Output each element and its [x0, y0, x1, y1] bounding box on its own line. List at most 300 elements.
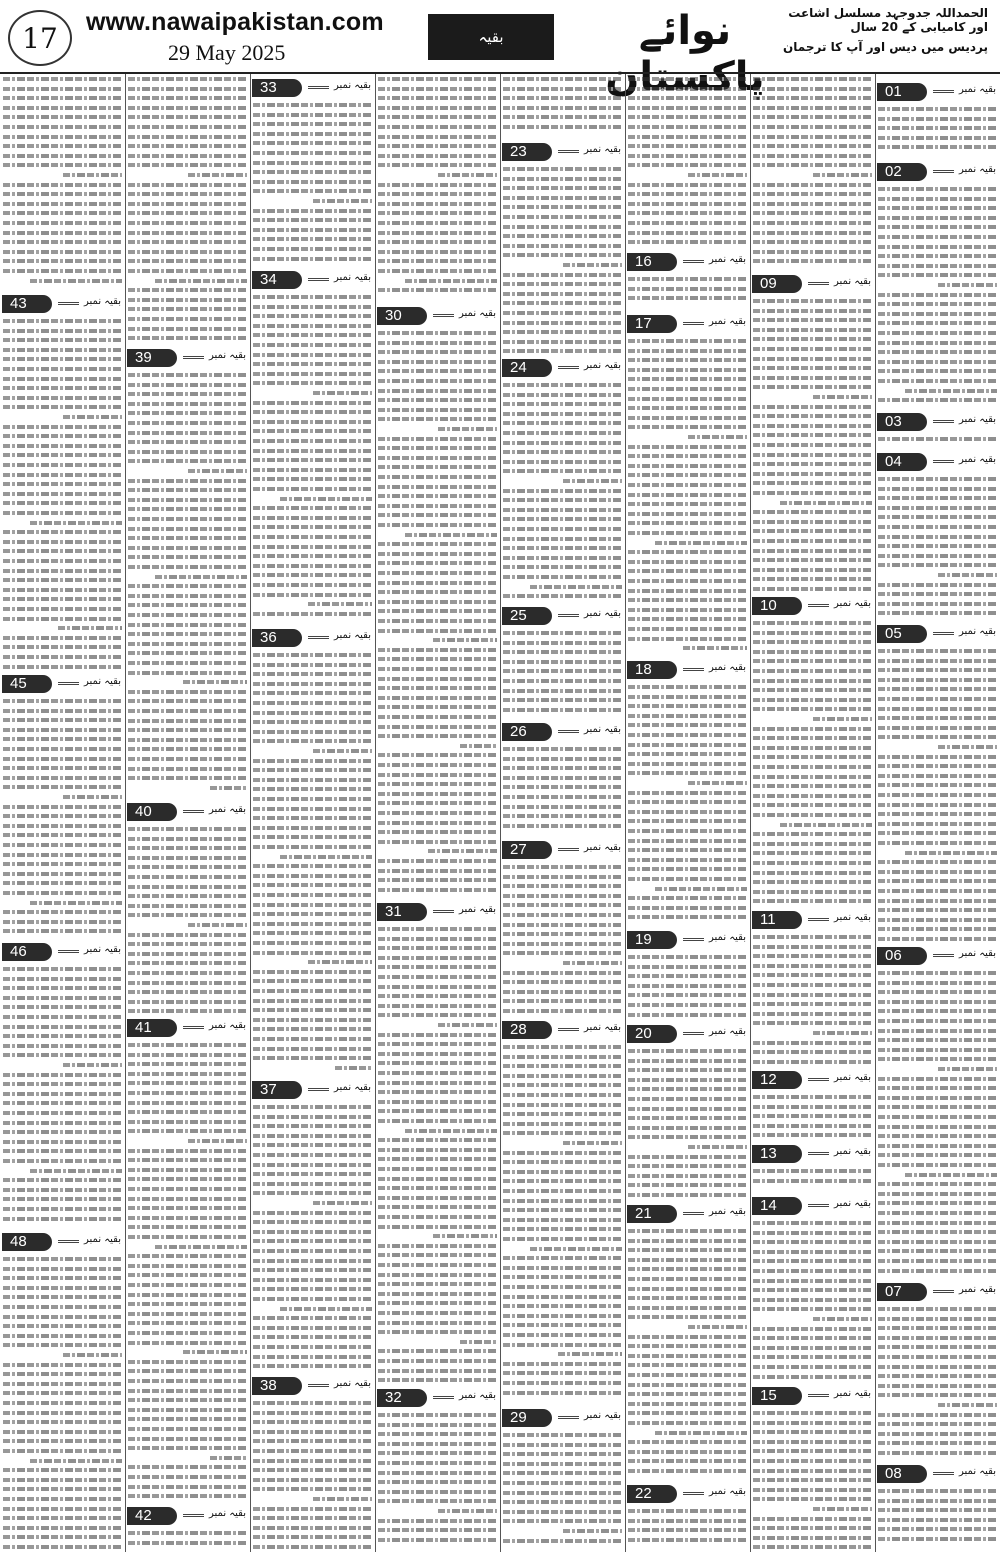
text-line: [503, 1471, 622, 1475]
text-line: [628, 192, 747, 196]
continuation-label: بقیہ نمبر: [709, 932, 746, 943]
text-line: [753, 106, 872, 110]
arrow-line-icon: [683, 1212, 704, 1215]
text-line: [128, 1408, 247, 1412]
text-line: [128, 603, 247, 607]
text-line: [253, 1439, 372, 1443]
text-line: [628, 531, 747, 535]
text-line: [628, 867, 747, 871]
continuation-number: 33: [252, 79, 302, 97]
text-line: [878, 350, 997, 354]
text-line: [128, 288, 247, 292]
text-line: [628, 608, 747, 612]
continuation-number: 13: [752, 1145, 802, 1163]
text-line: [128, 1302, 247, 1306]
text-line: [503, 1074, 622, 1078]
text-line: [753, 240, 872, 244]
text-line: [503, 292, 622, 296]
text-line: [628, 1392, 747, 1396]
text-line: [655, 887, 747, 891]
text-line: [128, 1398, 247, 1402]
article-text-block: [878, 184, 997, 410]
text-line: [3, 1188, 122, 1192]
arrow-line-icon: [433, 1396, 454, 1399]
arrow-line-icon: [308, 1088, 329, 1091]
article-text-block: [628, 682, 747, 928]
text-line: [753, 1279, 872, 1283]
text-line: [253, 883, 372, 887]
text-line: [503, 469, 622, 473]
text-line: [878, 1201, 997, 1205]
text-line: [503, 679, 622, 683]
text-line: [128, 221, 247, 225]
text-line: [128, 192, 247, 196]
text-line: [628, 1183, 747, 1187]
arrow-line-icon: [558, 1028, 579, 1031]
text-line: [503, 349, 622, 353]
text-line: [503, 884, 622, 888]
text-line: [628, 1174, 747, 1178]
text-line: [253, 951, 372, 955]
article-text-block: [503, 1042, 622, 1406]
text-line: [378, 369, 497, 373]
continuation-label: بقیہ نمبر: [209, 1508, 246, 1519]
continuation-marker: [627, 252, 748, 272]
article-text-block: [753, 932, 872, 1068]
article-text-block: [378, 328, 497, 900]
text-line: [878, 245, 997, 249]
text-line: [3, 636, 122, 640]
continuation-marker: [752, 910, 873, 930]
text-line: [3, 211, 122, 215]
text-line: [503, 1452, 622, 1456]
continuation-marker: [377, 902, 498, 922]
continuation-label: بقیہ نمبر: [959, 1284, 996, 1295]
text-line: [753, 318, 872, 322]
text-line: [688, 781, 748, 785]
text-line: [313, 1497, 373, 1501]
continuation-label: بقیہ نمبر: [959, 454, 996, 465]
text-line: [813, 717, 873, 721]
text-line: [63, 1063, 123, 1067]
continuation-number: 09: [752, 275, 802, 293]
text-line: [378, 629, 497, 633]
continuation-label: بقیہ نمبر: [834, 276, 871, 287]
text-line: [628, 685, 747, 689]
text-line: [878, 107, 997, 111]
text-line: [878, 803, 997, 807]
text-line: [878, 487, 997, 491]
text-line: [3, 1092, 122, 1096]
text-line: [128, 738, 247, 742]
text-line: [378, 667, 497, 671]
text-line: [253, 1478, 372, 1482]
text-line: [503, 508, 622, 512]
article-text-block: [253, 100, 372, 268]
text-line: [378, 725, 497, 729]
text-line: [210, 786, 247, 790]
text-line: [753, 1021, 872, 1025]
text-line: [128, 933, 247, 937]
text-line: [753, 727, 872, 731]
text-line: [558, 1352, 622, 1356]
text-line: [878, 506, 997, 510]
text-line: [878, 1009, 997, 1013]
text-line: [253, 1105, 372, 1109]
text-line: [628, 368, 747, 372]
text-line: [503, 1189, 622, 1193]
text-line: [878, 793, 997, 797]
text-line: [378, 465, 497, 469]
continuation-marker: [127, 802, 248, 822]
text-line: [3, 1101, 122, 1105]
text-line: [3, 259, 122, 263]
text-line: [628, 349, 747, 353]
text-line: [753, 832, 872, 836]
text-line: [253, 1211, 372, 1215]
text-line: [253, 209, 372, 213]
text-line: [628, 1296, 747, 1300]
text-line: [378, 446, 497, 450]
text-line: [3, 482, 122, 486]
continuation-number: 36: [252, 629, 302, 647]
text-line: [253, 1430, 372, 1434]
text-line: [253, 1335, 372, 1339]
text-line: [628, 1013, 747, 1017]
text-line: [378, 1033, 497, 1037]
text-line: [378, 288, 497, 292]
text-line: [878, 1508, 997, 1512]
text-line: [628, 714, 747, 718]
continuation-label: بقیہ نمبر: [584, 360, 621, 371]
text-line: [378, 994, 497, 998]
text-line: [128, 392, 247, 396]
text-line: [878, 678, 997, 682]
article-text-block: [253, 650, 372, 1078]
text-line: [3, 1073, 122, 1077]
text-line: [253, 1316, 372, 1320]
text-line: [378, 231, 497, 235]
arrow-line-icon: [933, 460, 954, 463]
text-line: [3, 1372, 122, 1376]
text-line: [878, 235, 997, 239]
text-line: [753, 221, 872, 225]
text-line: [128, 1321, 247, 1325]
text-line: [753, 443, 872, 447]
text-line: [253, 691, 372, 695]
text-line: [503, 980, 622, 984]
text-line: [253, 759, 372, 763]
text-line: [253, 1459, 372, 1463]
text-line: [433, 1234, 497, 1238]
text-line: [378, 504, 497, 508]
continuation-label: بقیہ نمبر: [84, 296, 121, 307]
text-line: [503, 1009, 622, 1013]
text-line: [405, 1129, 497, 1133]
text-line: [378, 975, 497, 979]
text-line: [628, 416, 747, 420]
text-line: [3, 453, 122, 457]
text-line: [628, 877, 747, 881]
text-line: [503, 747, 622, 751]
text-line: [253, 573, 372, 577]
text-line: [128, 1360, 247, 1364]
text-line: [378, 821, 497, 825]
text-line: [378, 782, 497, 786]
text-line: [253, 1047, 372, 1051]
continuation-label: بقیہ نمبر: [84, 944, 121, 955]
text-line: [128, 77, 247, 81]
text-line: [128, 1541, 247, 1545]
text-line: [3, 183, 122, 187]
text-line: [253, 739, 372, 743]
text-line: [628, 1402, 747, 1406]
news-column: [875, 74, 1000, 1552]
news-column: [375, 74, 500, 1552]
text-line: [753, 549, 872, 553]
article-text-block: [3, 964, 122, 1230]
text-line: [3, 1411, 122, 1415]
text-line: [753, 385, 872, 389]
text-line: [628, 1003, 747, 1007]
text-line: [938, 745, 998, 749]
continuation-label: بقیہ نمبر: [834, 1072, 871, 1083]
text-line: [628, 1411, 747, 1415]
text-line: [128, 1009, 247, 1013]
text-line: [878, 1499, 997, 1503]
text-line: [753, 347, 872, 351]
text-line: [628, 906, 747, 910]
text-line: [503, 1064, 622, 1068]
text-line: [253, 999, 372, 1003]
text-line: [378, 269, 497, 273]
text-line: [878, 145, 997, 149]
arrow-line-icon: [183, 1026, 204, 1029]
text-line: [628, 1354, 747, 1358]
text-line: [753, 1105, 872, 1109]
text-line: [378, 494, 497, 498]
text-line: [878, 1134, 997, 1138]
text-line: [780, 823, 872, 827]
article-text-block: [628, 336, 747, 658]
text-line: [128, 1072, 247, 1076]
text-line: [503, 282, 622, 286]
text-line: [378, 619, 497, 623]
continuation-number: 38: [252, 1377, 302, 1395]
text-line: [253, 218, 372, 222]
text-line: [878, 783, 997, 787]
article-text-block: [128, 1528, 247, 1552]
text-line: [813, 173, 873, 177]
arrow-line-icon: [183, 810, 204, 813]
text-line: [753, 954, 872, 958]
text-line: [128, 961, 247, 965]
text-line: [378, 259, 497, 263]
text-line: [878, 1307, 997, 1311]
text-line: [878, 1125, 997, 1129]
continuation-label: بقیہ نمبر: [334, 1378, 371, 1389]
article-text-block: [3, 316, 122, 672]
text-line: [253, 381, 372, 385]
text-line: [503, 923, 622, 927]
continuation-marker: [877, 1464, 998, 1484]
arrow-line-icon: [933, 632, 954, 635]
text-line: [428, 849, 497, 853]
text-line: [378, 1413, 497, 1417]
text-line: [253, 720, 372, 724]
continuation-label: بقیہ نمبر: [334, 630, 371, 641]
continuation-number: 18: [627, 661, 677, 679]
news-column: [500, 74, 625, 1552]
text-line: [878, 1192, 997, 1196]
text-line: [128, 1110, 247, 1114]
text-line: [3, 824, 122, 828]
text-line: [503, 1199, 622, 1203]
text-line: [3, 377, 122, 381]
text-line: [753, 1041, 872, 1045]
text-line: [753, 491, 872, 495]
text-line: [878, 831, 997, 835]
text-line: [3, 805, 122, 809]
text-line: [753, 736, 872, 740]
text-line: [378, 250, 497, 254]
text-line: [128, 942, 247, 946]
text-line: [628, 1248, 747, 1252]
text-line: [3, 1324, 122, 1328]
text-line: [628, 704, 747, 708]
text-line: [3, 1305, 122, 1309]
text-line: [878, 1249, 997, 1253]
text-line: [878, 1230, 997, 1234]
text-line: [628, 896, 747, 900]
continuation-label: بقیہ نمبر: [959, 948, 996, 959]
text-line: [3, 747, 122, 751]
text-line: [128, 1531, 247, 1535]
tagline-slogan: پردیس میں دیس اور آپ کا ترجمان: [783, 40, 988, 54]
text-line: [503, 537, 622, 541]
text-line: [753, 144, 872, 148]
text-line: [628, 358, 747, 362]
text-line: [753, 366, 872, 370]
text-line: [128, 747, 247, 751]
text-line: [63, 415, 123, 419]
text-line: [155, 575, 247, 579]
continuation-label: بقیہ نمبر: [584, 608, 621, 619]
text-line: [503, 1170, 622, 1174]
text-line: [628, 1344, 747, 1348]
text-line: [128, 1043, 247, 1047]
text-line: [378, 221, 497, 225]
text-line: [878, 360, 997, 364]
site-url[interactable]: www.nawaipakistan.com: [86, 8, 384, 36]
text-line: [253, 247, 372, 251]
continuation-marker: [252, 1080, 373, 1100]
text-line: [3, 1015, 122, 1019]
text-line: [128, 336, 247, 340]
text-line: [188, 173, 248, 177]
text-line: [753, 659, 872, 663]
continuation-number: 04: [877, 453, 927, 471]
text-line: [878, 1038, 997, 1042]
text-line: [878, 937, 997, 941]
text-line: [253, 912, 372, 916]
text-line: [628, 1164, 747, 1168]
text-line: [753, 1478, 872, 1482]
text-line: [128, 1254, 247, 1258]
text-line: [128, 507, 247, 511]
text-line: [628, 512, 747, 516]
text-line: [878, 331, 997, 335]
text-line: [128, 536, 247, 540]
continuation-marker: [752, 274, 873, 294]
text-line: [503, 527, 622, 531]
text-line: [753, 472, 872, 476]
text-line: [753, 96, 872, 100]
text-line: [503, 196, 622, 200]
text-line: [753, 945, 872, 949]
continuation-number: 07: [877, 1283, 927, 1301]
text-line: [753, 993, 872, 997]
text-line: [753, 1346, 872, 1350]
text-line: [878, 544, 997, 548]
text-line: [3, 434, 122, 438]
text-line: [813, 1031, 873, 1035]
news-column: [0, 74, 125, 1552]
text-line: [3, 1391, 122, 1395]
text-line: [128, 846, 247, 850]
text-line: [3, 269, 122, 273]
arrow-line-icon: [808, 282, 829, 285]
text-line: [378, 1321, 497, 1325]
arrow-line-icon: [933, 1472, 954, 1475]
continuation-marker: [877, 82, 998, 102]
text-line: [3, 1044, 122, 1048]
text-line: [128, 1158, 247, 1162]
article-text-block: [503, 862, 622, 1018]
article-text-block: [3, 696, 122, 940]
text-line: [753, 1231, 872, 1235]
text-line: [128, 623, 247, 627]
text-line: [503, 875, 622, 879]
text-line: [128, 971, 247, 975]
text-line: [503, 77, 622, 81]
continuation-marker: [877, 452, 998, 472]
text-line: [878, 1096, 997, 1100]
text-line: [938, 1067, 998, 1071]
text-line: [753, 861, 872, 865]
text-line: [128, 952, 247, 956]
text-line: [3, 154, 122, 158]
continuation-marker: [377, 1388, 498, 1408]
text-line: [628, 96, 747, 100]
text-line: [30, 1459, 122, 1463]
text-line: [503, 1500, 622, 1504]
text-line: [753, 376, 872, 380]
text-line: [253, 778, 372, 782]
text-line: [628, 1363, 747, 1367]
continuation-number: 03: [877, 413, 927, 431]
text-line: [253, 151, 372, 155]
text-line: [3, 221, 122, 225]
text-line: [3, 1497, 122, 1501]
text-line: [628, 493, 747, 497]
text-line: [628, 1440, 747, 1444]
text-line: [128, 307, 247, 311]
article-text-block: [628, 1046, 747, 1202]
text-line: [253, 458, 372, 462]
text-line: [878, 1393, 997, 1397]
continuation-number: 34: [252, 271, 302, 289]
